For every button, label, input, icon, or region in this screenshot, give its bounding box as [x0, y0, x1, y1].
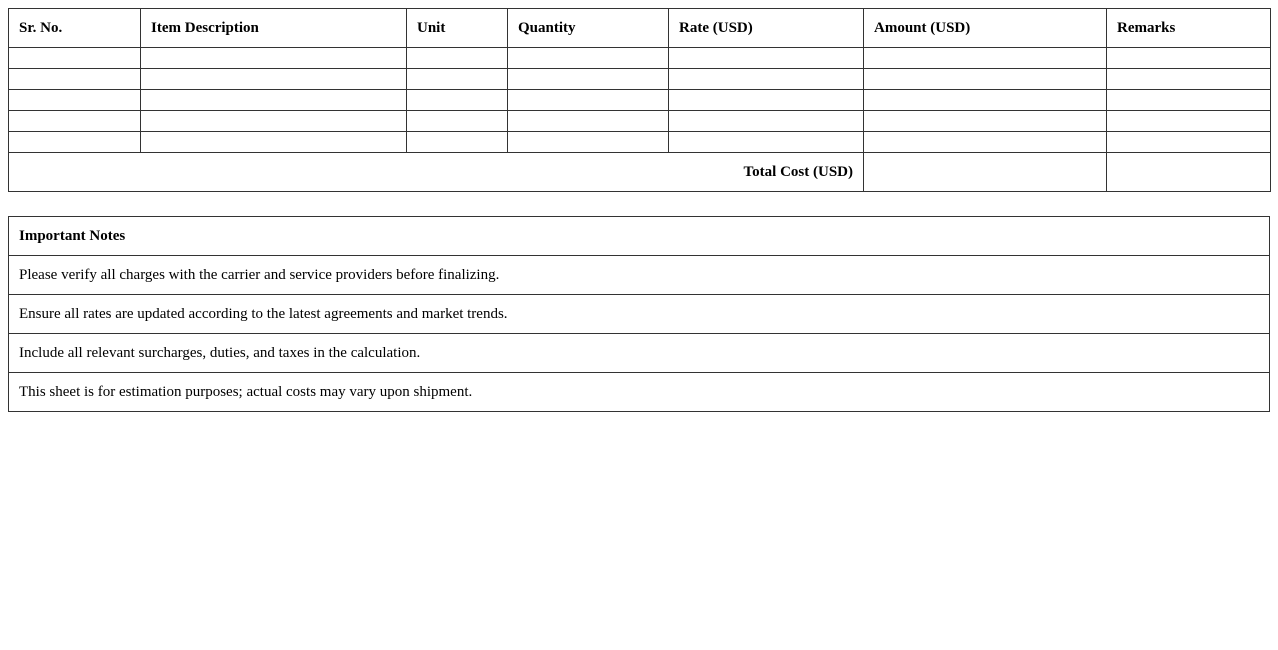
header-remarks: Remarks [1107, 9, 1271, 48]
cell-rate[interactable] [669, 69, 864, 90]
cell-sr-no[interactable] [9, 69, 141, 90]
cell-rate[interactable] [669, 48, 864, 69]
cell-remarks[interactable] [1107, 48, 1271, 69]
note-row [9, 334, 1270, 373]
cell-quantity[interactable] [508, 48, 669, 69]
cell-unit[interactable] [407, 69, 508, 90]
cell-sr-no[interactable] [9, 132, 141, 153]
table-row [9, 48, 1271, 69]
table-row [9, 69, 1271, 90]
cell-item-description[interactable] [141, 90, 407, 111]
table-row [9, 132, 1271, 153]
note-item: This sheet is for estimation purposes; actual costs may vary upon shipment. [9, 373, 1270, 412]
note-row [9, 256, 1270, 295]
table-row [9, 90, 1271, 111]
cell-sr-no[interactable] [9, 48, 141, 69]
header-quantity: Quantity [508, 9, 669, 48]
cell-amount[interactable] [864, 111, 1107, 132]
cell-quantity[interactable] [508, 132, 669, 153]
cell-sr-no[interactable] [9, 90, 141, 111]
header-amount: Amount (USD) [864, 9, 1107, 48]
header-rate: Rate (USD) [669, 9, 864, 48]
cell-remarks[interactable] [1107, 111, 1271, 132]
header-item-description: Item Description [141, 9, 407, 48]
cost-estimate-table [8, 8, 1271, 192]
cell-quantity[interactable] [508, 69, 669, 90]
cell-item-description[interactable] [141, 111, 407, 132]
cell-sr-no[interactable] [9, 111, 141, 132]
notes-heading: Important Notes [9, 217, 1270, 256]
total-cost-remarks[interactable] [1107, 153, 1271, 192]
cell-item-description[interactable] [141, 132, 407, 153]
cell-remarks[interactable] [1107, 69, 1271, 90]
total-row [9, 153, 1271, 192]
cell-remarks[interactable] [1107, 90, 1271, 111]
header-unit: Unit [407, 9, 508, 48]
cell-amount[interactable] [864, 132, 1107, 153]
note-row [9, 295, 1270, 334]
total-cost-label: Total Cost (USD) [9, 153, 864, 192]
cell-amount[interactable] [864, 69, 1107, 90]
cell-unit[interactable] [407, 90, 508, 111]
cell-quantity[interactable] [508, 90, 669, 111]
table-header-row [9, 9, 1271, 48]
cell-unit[interactable] [407, 132, 508, 153]
cell-amount[interactable] [864, 90, 1107, 111]
table-row [9, 111, 1271, 132]
cell-item-description[interactable] [141, 48, 407, 69]
cell-unit[interactable] [407, 111, 508, 132]
cell-item-description[interactable] [141, 69, 407, 90]
notes-header-row [9, 217, 1270, 256]
note-row [9, 373, 1270, 412]
cell-quantity[interactable] [508, 111, 669, 132]
cell-rate[interactable] [669, 132, 864, 153]
cell-rate[interactable] [669, 90, 864, 111]
total-cost-amount[interactable] [864, 153, 1107, 192]
cell-amount[interactable] [864, 48, 1107, 69]
cell-unit[interactable] [407, 48, 508, 69]
note-item: Include all relevant surcharges, duties, and taxes in the calculation. [9, 334, 1270, 373]
important-notes-table [8, 216, 1270, 412]
cell-rate[interactable] [669, 111, 864, 132]
note-item: Ensure all rates are updated according to the latest agreements and market trends. [9, 295, 1270, 334]
note-item: Please verify all charges with the carrier and service providers before finalizing. [9, 256, 1270, 295]
cell-remarks[interactable] [1107, 132, 1271, 153]
header-sr-no: Sr. No. [9, 9, 141, 48]
